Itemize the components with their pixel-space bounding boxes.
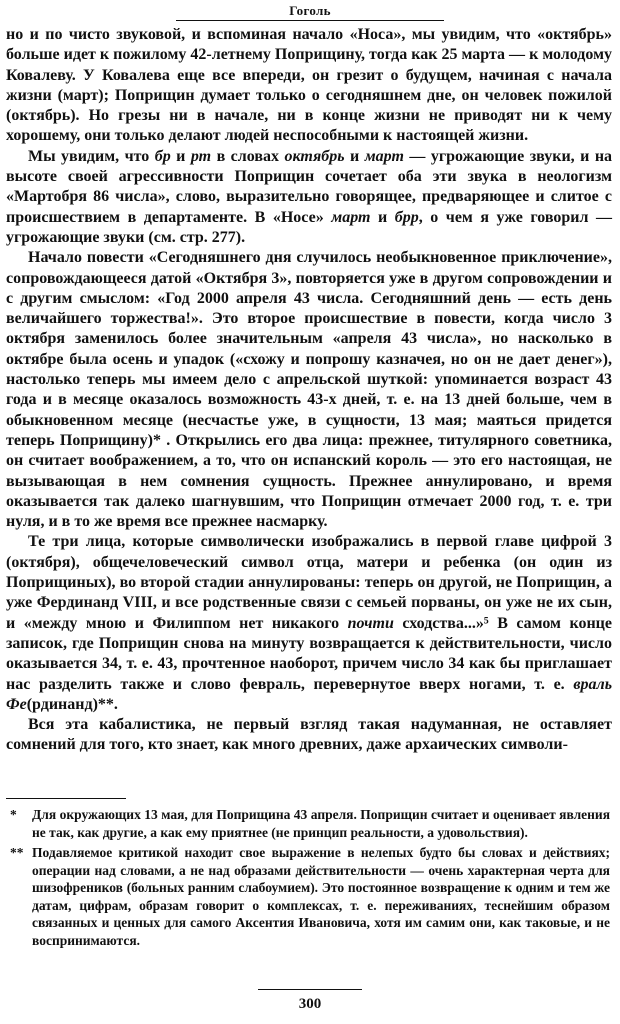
- footnote-1: [6, 806, 610, 841]
- text-segment: и: [344, 147, 365, 165]
- paragraph-4: [6, 532, 612, 715]
- header-rule: [176, 20, 444, 21]
- text-segment: Мы увидим, что: [28, 147, 155, 165]
- text-segment: и: [370, 208, 395, 226]
- italic-segment: март: [364, 147, 404, 165]
- italic-segment: март: [331, 208, 371, 226]
- text-segment: (рдинанд)**.: [26, 695, 118, 713]
- paragraph-1: [6, 25, 612, 147]
- paragraph-3: [6, 248, 612, 532]
- italic-segment: брр: [394, 208, 419, 226]
- text-segment: в словах: [211, 147, 285, 165]
- page-number-rule: [258, 989, 362, 990]
- text-segment: но и по чисто звуковой, и вспоминая начало «Носа», мы увидим, что «октябрь» больше идет к пожилому 42-летнему Поприщину, тогда как 25 марта — к молодому Ковалеву. У Ковалева еще все впереди, он грезит о будущем, начиная с начала жизни (март); Поприщин думает только о сегодняшнем дне, он человек пожилой (октябрь). Но грезы ни в начале, ни в конце жизни не приводят ни к чему хорошему, они только делают людей неспособными к настоящей жизни.: [6, 26, 612, 145]
- text-segment: , о чем я уже говорил — угрожающие звуки (см. стр. 277).: [6, 208, 613, 246]
- paragraph-5: [6, 715, 612, 756]
- italic-segment: почти: [347, 614, 394, 632]
- italic-segment: рт: [190, 147, 212, 165]
- text-segment: Те три лица, которые символически изображались в первой главе цифрой 3 (октября), общечеловеческий символ отца, матери и ребенка (он один из Поприщиных), во второй стадии аннулированы: теперь он другой, не Поприщин, а уже Фердинанд VIII, и все родственные связи с семьей порваны, он уже не их сын, и «между мною и Филиппом нет никакого: [6, 533, 612, 632]
- italic-segment: октябрь: [284, 147, 345, 165]
- running-header: Гоголь: [289, 3, 331, 18]
- footnote-mark: **: [10, 845, 24, 860]
- text-segment: — угрожающие звуки, и на высоте своей агрессивности Поприщин сочетает оба эти звука в неологизм «Мартобря 86 числа», слово, выразительно говорящее, предваряющее и слитое с происшествием в департаменте. В «Носе»: [6, 147, 613, 226]
- text-segment: и: [170, 147, 191, 165]
- text-segment: Начало повести «Сегодняшнего дня случилось необыкновенное приключение», сопровождающееся датой «Октября 3», повторяется уже в другом сопровождении и с другим смыслом: «Год 2000 апреля 43 числа. Сегодняшний день — есть день величайшего торжества!». Это второе происшествие в повести, когда число 3 октября заменилось более значительным «апреля 43 числа», но насколько в октябре была осень и упадок («схожу и попрошу казначея, но он не дает денег»), настолько теперь мы имеем дело с апрельской шуткой: упоминается возраст 43 года и в месяце оказалось возможность 43-х дней, т. е. на 13 дней больше, чем в обыкновенном месяце (несчастье уже, в сущности, 13 мая; маяться придется теперь Поприщину)* . Открылись его два лица: прежнее, титулярного советника, он считает воображением, а то, что он испанский король — это его настоящая, не вызывающая в нем сомнения сущность. Прежнее аннулировано, и время оказывается так далеко шагнувшим, что Поприщин отмечает 2000 год, т. е. три нуля, и в то же время все прежнее насмарку.: [6, 249, 612, 531]
- footnote-2: [6, 844, 610, 949]
- italic-segment: враль Фе: [6, 675, 612, 713]
- text-segment: сходства...»⁵ В самом конце записок, где Поприщин снова на минуту возвращается к действительности, число оказывается 34, т. е. 43, прочтенное наоборот, причем число 34 как бы приглашает нас разделить также и слово февраль, перевернутое вверх ногами, т. е.: [6, 614, 613, 693]
- footnotes: [6, 806, 610, 952]
- paragraph-2: [6, 147, 612, 248]
- footnote-mark: *: [10, 807, 17, 822]
- italic-segment: бр: [154, 147, 171, 165]
- footnote-rule: [6, 798, 126, 799]
- body-text: [6, 25, 612, 756]
- text-segment: Вся эта кабалистика, не первый взгляд такая надуманная, не оставляет сомнений для того, кто знает, как много древних, даже архаических символи-: [6, 716, 612, 754]
- footnote-text: Подавляемое критикой находит свое выражение в нелепых будто бы словах и действиях; операции над словами, а не над образами действительности — очень характерная черта для шизофреников (больных ранним слабоумием). Это постоянное возвращение к одним и тем же датам, цифрам, образам говорит о комплексах, т. е. переживаниях, теснейшим образом связанных и ценных для самого Аксентия Ивановича, хотя им самим они, как таковые, и не воспринимаются.: [32, 845, 610, 948]
- page-number: 300: [298, 996, 322, 1012]
- footnote-text: Для окружающих 13 мая, для Поприщина 43 апреля. Поприщин считает и оценивает явления не так, как другие, а как ему приятнее (не принцип реальности, а удовольствия).: [32, 807, 610, 840]
